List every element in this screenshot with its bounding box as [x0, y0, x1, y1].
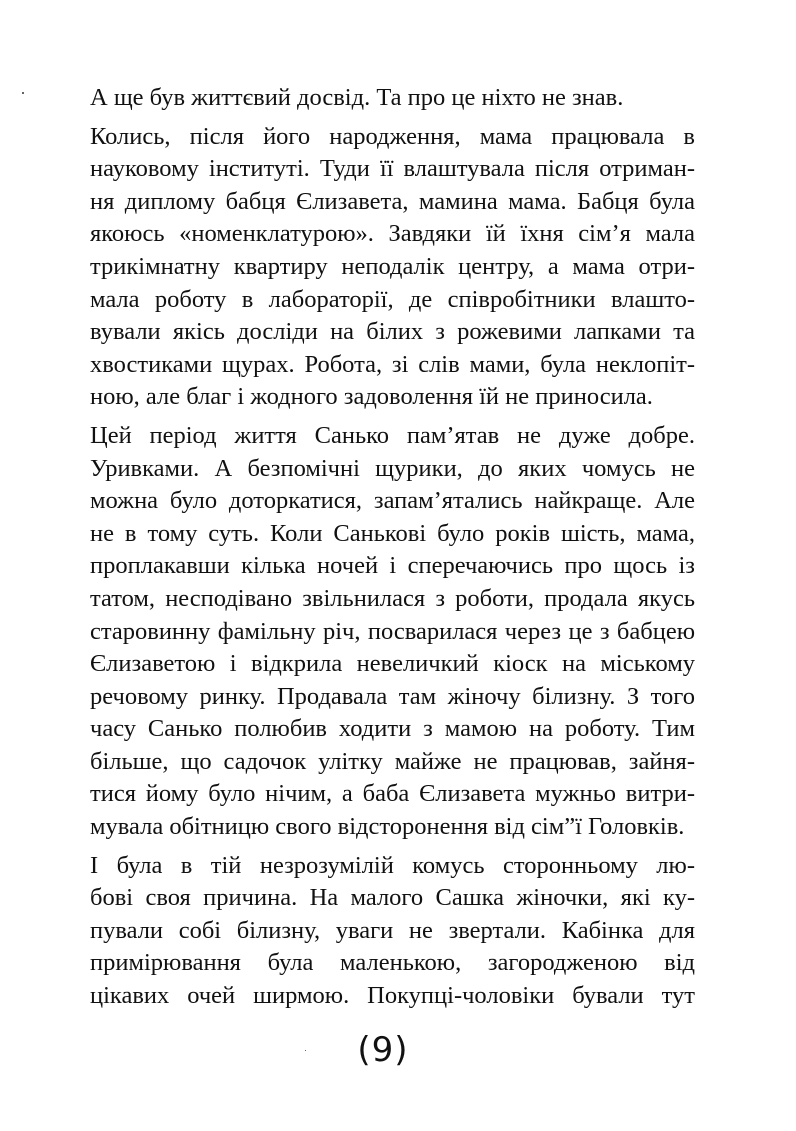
- text-line: часу Санько полюбив ходити з мамою на роботу. Тим: [90, 715, 695, 743]
- text-line: трикімнатну квартиру неподалік центру, а мама отри-: [90, 252, 695, 280]
- text-line: старовинну фамільну річ, посварилася через це з бабцею: [90, 617, 695, 645]
- text-line: мувала обітницю свого відсторонення від сім”ї Головків.: [90, 813, 685, 841]
- text-line: мала роботу в лабораторії, де співробітники влашто-: [90, 285, 695, 313]
- print-speck: [22, 92, 24, 94]
- body-text: [90, 82, 695, 1019]
- text-line: речовому ринку. Продавала там жіночу білизну. З того: [90, 682, 695, 710]
- text-line: Колись, після його народження, мама працювала в: [90, 122, 695, 150]
- text-line: проплакавши кілька ночей і сперечаючись про щось із: [90, 552, 695, 580]
- text-line: тися йому було нічим, а баба Єлизавета мужньо витри-: [90, 780, 695, 808]
- text-line: А ще був життєвий досвід. Та про це ніхто не знав.: [90, 84, 624, 111]
- text-line: вували якісь досліди на білих з рожевими лапками та: [90, 318, 695, 346]
- text-line: Єлизаветою і відкрила невеличкий кіоск на міському: [90, 650, 695, 678]
- text-line: Уривками. А безпомічні щурики, до яких чомусь не: [90, 454, 695, 482]
- text-line: хвостиками щурах. Робота, зі слів мами, була неклопіт-: [90, 350, 695, 378]
- text-line: пували собі білизну, уваги не звертали. Кабінка для: [90, 916, 695, 944]
- text-line: Цей період життя Санько пам’ятав не дуже добре.: [90, 421, 695, 449]
- text-line: не в тому суть. Коли Санькові було років шість, мама,: [90, 519, 695, 547]
- text-line: примірювання була маленькою, загородженою від: [90, 949, 695, 977]
- text-line: якоюсь «номенклатурою». Завдяки їй їхня сім’я мала: [90, 220, 695, 248]
- text-line: І була в тій незрозумілій комусь сторонньому лю-: [90, 851, 695, 879]
- page-number: (9): [357, 1030, 409, 1070]
- paragraph-1: [90, 82, 695, 115]
- paragraph-3: [90, 420, 695, 844]
- text-line: ною, але благ і жодного задоволення їй не приносила.: [90, 383, 653, 411]
- text-line: цікавих очей ширмою. Покупці-чоловіки бували тут: [90, 982, 695, 1010]
- paragraph-4: [90, 850, 695, 1013]
- paragraph-2: [90, 121, 695, 414]
- text-line: ня диплому бабця Єлизавета, мамина мама. Бабця була: [90, 187, 695, 215]
- text-line: більше, що садочок улітку майже не працював, зайня-: [90, 747, 695, 775]
- text-line: бові своя причина. На малого Сашка жіночки, які ку-: [90, 884, 695, 912]
- text-line: можна було доторкатися, запам’ятались найкраще. Але: [90, 487, 695, 515]
- text-line: науковому інституті. Туди її влаштувала після отриман-: [90, 155, 695, 183]
- text-line: татом, несподівано звільнилася з роботи, продала якусь: [90, 584, 695, 612]
